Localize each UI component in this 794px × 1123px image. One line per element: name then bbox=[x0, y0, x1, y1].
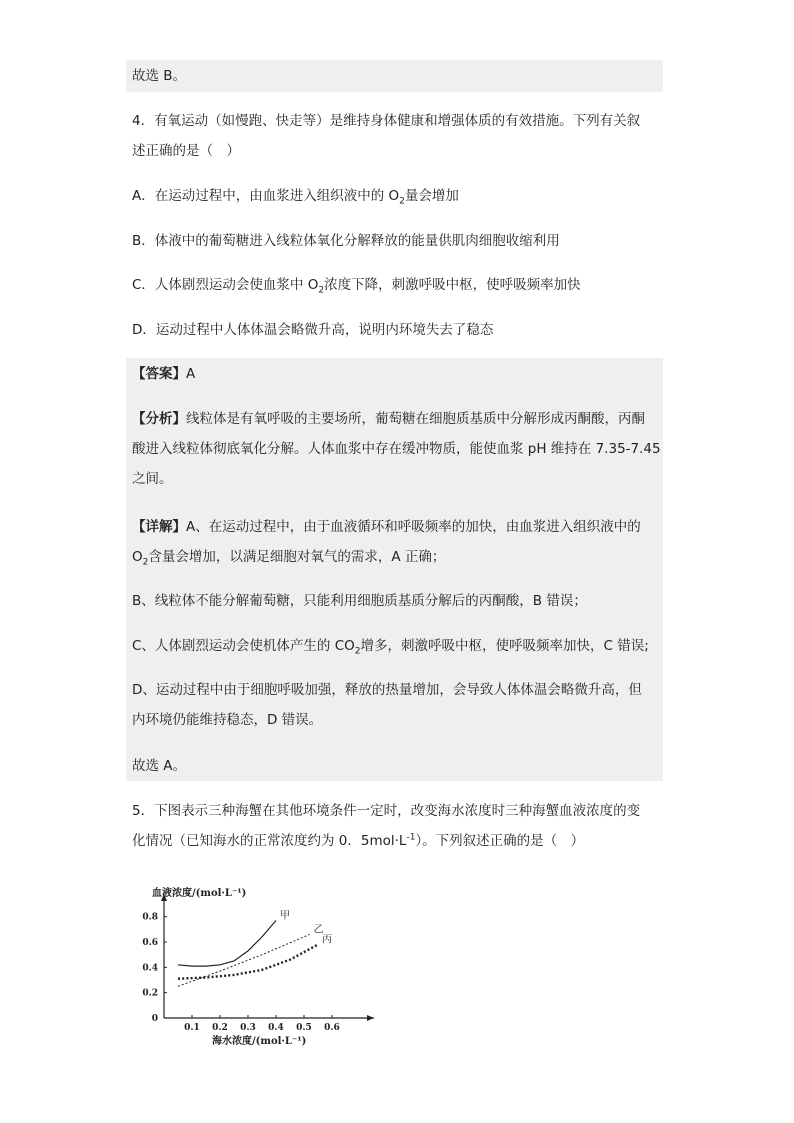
answer-line: 【答案】A bbox=[132, 366, 196, 382]
analysis-line3: 之间。 bbox=[132, 471, 173, 487]
series-label-1: 甲 bbox=[280, 910, 290, 922]
x-tick-label: 0.5 bbox=[296, 1023, 312, 1033]
y-tick-label: 0.2 bbox=[142, 988, 158, 999]
x-tick-label: 0.2 bbox=[212, 1023, 228, 1033]
q4-option-b: B．体液中的葡萄糖进入线粒体氧化分解释放的能量供肌肉细胞收缩利用 bbox=[132, 233, 560, 249]
y-tick-label: 0.4 bbox=[142, 963, 158, 974]
q4-option-c: C．人体剧烈运动会使血浆中 $O_2$浓度下降，刺激呼吸中枢，使呼吸频率加快 bbox=[132, 277, 581, 296]
detail-d-line2: 内环境仍能维持稳态，D 错误。 bbox=[132, 712, 323, 728]
q4-option-d: D．运动过程中人体体温会略微升高，说明内环境失去了稳态 bbox=[132, 322, 494, 338]
analysis-line1: 【分析】线粒体是有氧呼吸的主要场所，葡萄糖在细胞质基质中分解形成丙酮酸，丙酮 bbox=[132, 411, 645, 427]
detail-conclusion: 故选 A。 bbox=[132, 758, 187, 774]
x-tick-label: 0.6 bbox=[324, 1023, 340, 1033]
chart-xlabel: 海水浓度/(mol·L⁻¹) bbox=[212, 1036, 307, 1047]
analysis-line2: 酸进入线粒体彻底氧化分解。人体血浆中存在缓冲物质，能使血浆 pH 维持在 7.35-7.45 bbox=[132, 441, 661, 457]
seawater-blood-concentration-chart bbox=[132, 882, 392, 1052]
detail-c: C、人体剧烈运动会使机体产生的 $CO_2$增多，刺激呼吸中枢，使呼吸频率加快，C 错误; bbox=[132, 638, 649, 657]
y-tick-label: 0.6 bbox=[142, 938, 158, 948]
chart-ylabel: 血液浓度/(mol·L⁻¹) bbox=[152, 888, 247, 899]
x-tick-label: 0.3 bbox=[240, 1023, 256, 1033]
series-line-3 bbox=[178, 945, 318, 979]
detail-b: B、线粒体不能分解葡萄糖，只能利用细胞质基质分解后的丙酮酸，B 错误； bbox=[132, 593, 587, 609]
detail-d-line1: D、运动过程中由于细胞呼吸加强，释放的热量增加，会导致人体体温会略微升高，但 bbox=[132, 682, 642, 698]
q4-stem-line2: 述正确的是（ ） bbox=[132, 143, 240, 159]
prev-conclusion: 故选 B。 bbox=[132, 68, 187, 84]
x-tick-label: 0.1 bbox=[184, 1023, 200, 1033]
y-tick-label: 0 bbox=[151, 1014, 158, 1024]
x-axis-arrow bbox=[367, 1015, 374, 1021]
series-label-2: 乙 bbox=[313, 924, 324, 936]
q5-stem-line2: 化情况（已知海水的正常浓度约为 0．$5mol\cdot L^{-1}$）。下列叙述正确的是（ ） bbox=[132, 832, 585, 849]
series-line-1 bbox=[178, 921, 276, 967]
q4-option-a: A．在运动过程中，由血浆进入组织液中的 $O_2$量会增加 bbox=[132, 188, 459, 207]
y-tick-label: 0.8 bbox=[142, 912, 158, 923]
q5-stem-line1: 5．下图表示三种海蟹在其他环境条件一定时，改变海水浓度时三种海蟹血液浓度的变 bbox=[132, 803, 641, 819]
detail-a-line1: 【详解】A、在运动过程中，由于血液循环和呼吸频率的加快，由血浆进入组织液中的 bbox=[132, 519, 641, 535]
series-label-3: 丙 bbox=[322, 934, 332, 946]
x-tick-label: 0.4 bbox=[268, 1023, 284, 1033]
q4-stem-line1: 4．有氧运动（如慢跑、快走等）是维持身体健康和增强体质的有效措施。下列有关叙 bbox=[132, 113, 641, 129]
detail-a-line2: $O_2$含量会增加，以满足细胞对氧气的需求，A 正确； bbox=[132, 549, 446, 568]
